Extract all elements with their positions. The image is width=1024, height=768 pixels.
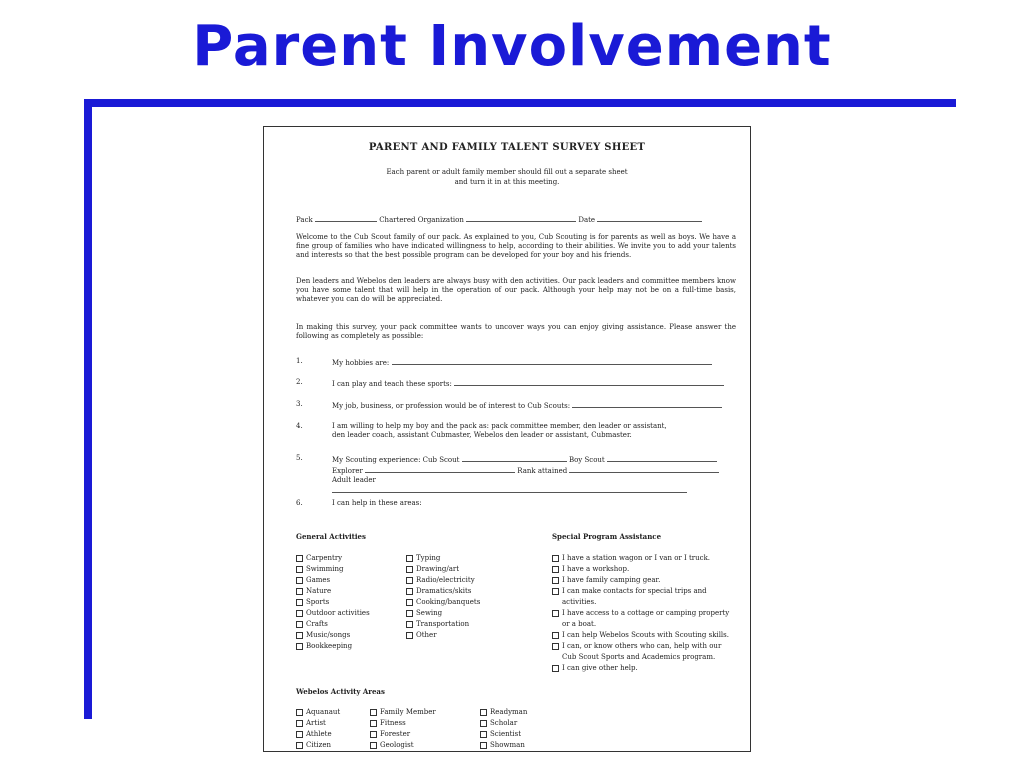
q1-line [392, 357, 712, 365]
webelos-header: Webelos Activity Areas [296, 687, 385, 696]
chartered-line [466, 214, 576, 222]
checkbox-label: Family Member [380, 708, 436, 716]
rank-line [569, 465, 719, 473]
checkbox-label: I have a workshop. [562, 565, 630, 573]
checkbox-label: I have a station wagon or I van or I truck. [562, 554, 711, 562]
checkbox-label: I have family camping gear. [562, 576, 661, 584]
checkbox-item [552, 575, 742, 586]
checkbox-icon [296, 720, 303, 727]
checkbox-label: Showman [490, 741, 525, 749]
checkbox-icon [296, 643, 303, 650]
general-activities-header: General Activities [296, 532, 366, 541]
checkbox-label: Readyman [490, 708, 528, 716]
checkbox-icon [296, 566, 303, 573]
checkbox-label: I can, or know others who can, help with our [562, 642, 722, 650]
checkbox-item [406, 597, 480, 608]
q1-text: My hobbies are: [332, 359, 390, 367]
checkbox-item [480, 740, 527, 751]
vertical-rule [84, 99, 92, 719]
checkbox-item [296, 729, 340, 740]
checkbox-item [552, 586, 742, 597]
checkbox-label: Typing [416, 554, 441, 562]
adult-leader-line [332, 485, 687, 493]
rank-label: Rank attained [517, 467, 568, 475]
checkbox-item [552, 641, 742, 652]
pack-line [315, 214, 377, 222]
checkbox-icon [296, 555, 303, 562]
checkbox-icon [296, 610, 303, 617]
q1 [332, 357, 732, 368]
slide-title: Parent Involvement [192, 14, 832, 79]
checkbox-label: or a boat. [562, 620, 597, 628]
checkbox-item [296, 619, 370, 630]
checkbox-label: Scientist [490, 730, 522, 738]
checkbox-icon [552, 566, 559, 573]
q5-text: My Scouting experience: Cub Scout [332, 456, 460, 464]
explorer-label: Explorer [332, 467, 363, 475]
cub-scout-line [462, 454, 567, 462]
checkbox-icon [552, 610, 559, 617]
checkbox-label: Aquanaut [306, 708, 341, 716]
checkbox-item [552, 619, 742, 630]
checkbox-icon [296, 731, 303, 738]
q2 [332, 378, 732, 389]
checkbox-label: Nature [306, 587, 332, 595]
checkbox-item [552, 652, 742, 663]
checkbox-item [296, 597, 370, 608]
checkbox-item [480, 707, 527, 718]
checkbox-icon [552, 643, 559, 650]
q5 [332, 454, 732, 496]
checkbox-icon [480, 742, 487, 749]
checkbox-label: Geologist [380, 741, 414, 749]
checkbox-item [296, 641, 370, 652]
checkbox-label: Citizen [306, 741, 331, 749]
q4-text-2: den leader coach, assistant Cubmaster, Webelos den leader or assistant, Cubmaster. [332, 431, 632, 439]
checkbox-label: Drawing/art [416, 565, 460, 573]
checkbox-label: Artist [306, 719, 326, 727]
paragraph-1: Welcome to the Cub Scout family of our pack. As explained to you, Cub Scouting is for parents as well as boys. We have a fine group of families who have indicated willingness to help, according to their abilities. We invite you to add your talents and interests so that the best possible program can be developed for your boy and his friends. [296, 233, 736, 259]
checkbox-item [406, 553, 480, 564]
q3-text: My job, business, or profession would be of interest to Cub Scouts: [332, 402, 571, 410]
checkbox-label: Radio/electricity [416, 576, 475, 584]
q4 [332, 422, 732, 440]
checkbox-item [406, 630, 480, 641]
checkbox-item [406, 564, 480, 575]
checkbox-item [406, 608, 480, 619]
checkbox-label: Transportation [416, 620, 470, 628]
checkbox-icon [296, 621, 303, 628]
checkbox-icon [370, 731, 377, 738]
checkbox-label: Games [306, 576, 331, 584]
checkbox-item [480, 729, 527, 740]
checkbox-label: I can help Webelos Scouts with Scouting skills. [562, 631, 729, 639]
checkbox-item [406, 575, 480, 586]
checkbox-label: Sewing [416, 609, 443, 617]
checkbox-item [552, 630, 742, 641]
boy-scout-line [607, 454, 717, 462]
q6: I can help in these areas: [332, 499, 422, 507]
general-col-2 [406, 553, 480, 641]
checkbox-item [296, 575, 370, 586]
checkbox-icon [296, 599, 303, 606]
checkbox-icon [296, 709, 303, 716]
q1-number: 1. [296, 357, 303, 365]
checkbox-icon [406, 555, 413, 562]
q4-number: 4. [296, 422, 303, 430]
checkbox-icon [552, 588, 559, 595]
checkbox-item [296, 707, 340, 718]
checkbox-icon [370, 720, 377, 727]
checkbox-label: Forester [380, 730, 411, 738]
checkbox-item [552, 553, 742, 564]
checkbox-label: I can give other help. [562, 664, 638, 672]
checkbox-icon [480, 731, 487, 738]
paragraph-2: Den leaders and Webelos den leaders are always busy with den activities. Our pack leaders and committee members know you have some talent that will help in the operation of our pack. Although your help may not be on a full-time basis, whatever you can do will be appreciated. [296, 277, 736, 303]
horizontal-rule [84, 99, 956, 107]
checkbox-label: Crafts [306, 620, 328, 628]
checkbox-item [296, 718, 340, 729]
checkbox-icon [406, 588, 413, 595]
checkbox-item [552, 608, 742, 619]
webelos-col-2 [370, 707, 436, 751]
header-fields [296, 214, 736, 225]
checkbox-label: I can make contacts for special trips and [562, 587, 707, 595]
q2-number: 2. [296, 378, 303, 386]
q5-number: 5. [296, 454, 303, 462]
q3-line [572, 400, 722, 408]
checkbox-item [370, 729, 436, 740]
checkbox-icon [552, 555, 559, 562]
checkbox-item [406, 586, 480, 597]
checkbox-icon [296, 588, 303, 595]
checkbox-label: Athlete [306, 730, 332, 738]
checkbox-label: Cub Scout Sports and Academics program. [562, 653, 716, 661]
checkbox-label: Music/songs [306, 631, 351, 639]
checkbox-icon [406, 632, 413, 639]
checkbox-label: Carpentry [306, 554, 343, 562]
checkbox-item [296, 564, 370, 575]
survey-sheet-image [263, 126, 751, 752]
checkbox-icon [370, 742, 377, 749]
checkbox-icon [296, 632, 303, 639]
special-list [552, 553, 742, 674]
checkbox-item [296, 630, 370, 641]
checkbox-label: Scholar [490, 719, 518, 727]
q6-number: 6. [296, 499, 303, 507]
checkbox-icon [406, 566, 413, 573]
checkbox-icon [406, 621, 413, 628]
general-col-1 [296, 553, 370, 652]
checkbox-icon [406, 610, 413, 617]
pack-label: Pack [296, 216, 313, 224]
checkbox-icon [406, 599, 413, 606]
checkbox-item [370, 707, 436, 718]
q4-text: I am willing to help my boy and the pack as: pack committee member, den leader or assistant, [332, 422, 667, 430]
checkbox-icon [370, 709, 377, 716]
checkbox-icon [552, 577, 559, 584]
q2-text: I can play and teach these sports: [332, 380, 452, 388]
checkbox-item [296, 608, 370, 619]
checkbox-icon [296, 577, 303, 584]
checkbox-item [406, 619, 480, 630]
q3-number: 3. [296, 400, 303, 408]
checkbox-item [296, 740, 340, 751]
checkbox-label: Dramatics/skits [416, 587, 472, 595]
date-label: Date [578, 216, 596, 224]
checkbox-icon [406, 577, 413, 584]
checkbox-label: Other [416, 631, 437, 639]
special-program-header: Special Program Assistance [552, 532, 662, 541]
webelos-col-1 [296, 707, 340, 751]
chartered-label: Chartered Organization [379, 216, 464, 224]
subtitle-line-2: and turn it in at this meeting. [454, 178, 560, 186]
checkbox-icon [296, 742, 303, 749]
paragraph-3: In making this survey, your pack committee wants to uncover ways you can enjoy giving assistance. Please answer the following as completely as possible: [296, 323, 736, 340]
checkbox-icon [480, 720, 487, 727]
checkbox-item [296, 553, 370, 564]
checkbox-label: I have access to a cottage or camping property [562, 609, 730, 617]
webelos-col-3 [480, 707, 527, 751]
checkbox-item [552, 597, 742, 608]
checkbox-label: Sports [306, 598, 330, 606]
checkbox-label: activities. [562, 598, 597, 606]
checkbox-icon [552, 632, 559, 639]
q2-line [454, 378, 724, 386]
checkbox-item [296, 586, 370, 597]
q3 [332, 400, 732, 411]
form-subtitle [264, 167, 750, 187]
checkbox-label: Bookkeeping [306, 642, 353, 650]
checkbox-icon [480, 709, 487, 716]
checkbox-item [370, 740, 436, 751]
adult-leader-label: Adult leader [332, 476, 376, 484]
boy-scout-label: Boy Scout [568, 456, 605, 464]
checkbox-label: Outdoor activities [306, 609, 370, 617]
checkbox-label: Fitness [380, 719, 406, 727]
subtitle-line-1: Each parent or adult family member should fill out a separate sheet [386, 168, 628, 176]
date-line [597, 214, 702, 222]
checkbox-icon [552, 665, 559, 672]
checkbox-item [552, 564, 742, 575]
explorer-line [365, 465, 515, 473]
checkbox-label: Cooking/banquets [416, 598, 481, 606]
checkbox-item [480, 718, 527, 729]
checkbox-label: Swimming [306, 565, 344, 573]
form-title: PARENT AND FAMILY TALENT SURVEY SHEET [368, 142, 646, 153]
checkbox-item [552, 663, 742, 674]
checkbox-item [370, 718, 436, 729]
